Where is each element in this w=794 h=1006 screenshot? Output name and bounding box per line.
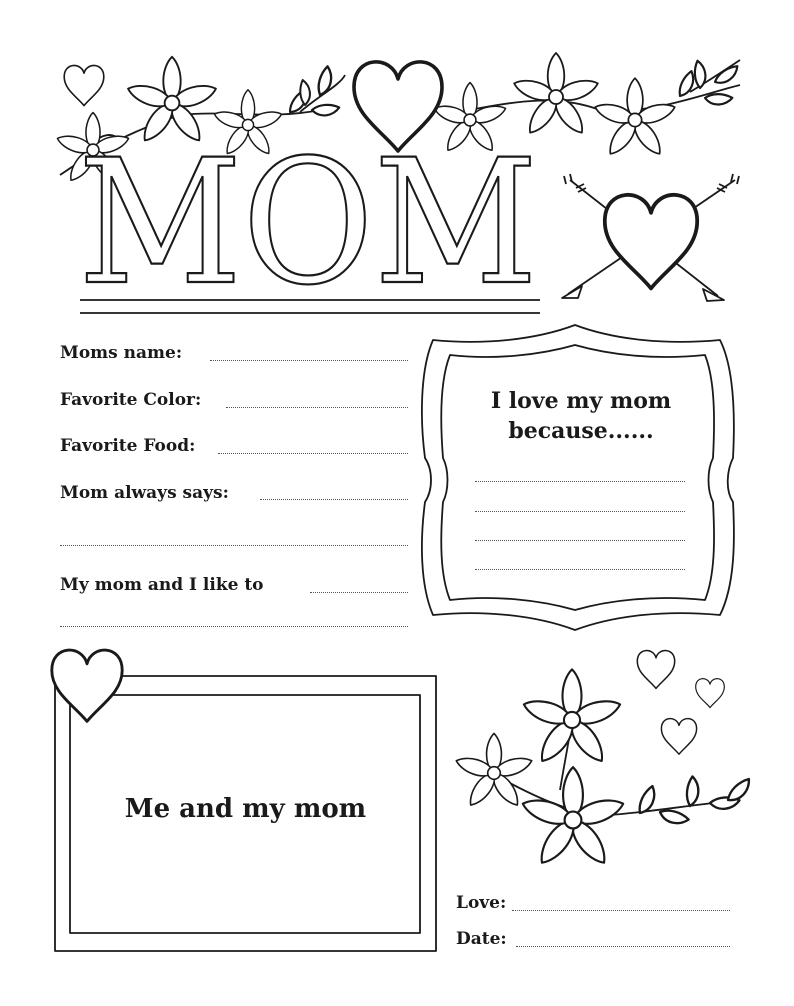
my-mom-and-i-line-2[interactable] <box>60 626 408 627</box>
moms-name-label: Moms name: <box>60 343 183 363</box>
love-frame <box>422 325 734 630</box>
heart-icon <box>64 66 104 106</box>
mom-always-says-line[interactable] <box>260 499 408 500</box>
love-because-line2: because...... <box>508 418 654 444</box>
mom-always-says-label: Mom always says: <box>60 483 229 503</box>
page-title: MOM <box>78 122 538 323</box>
love-because-line[interactable] <box>475 540 685 541</box>
love-label: Love: <box>456 893 507 913</box>
love-because-line[interactable] <box>475 481 685 482</box>
heart-icon <box>661 719 696 755</box>
favorite-color-label: Favorite Color: <box>60 390 202 410</box>
favorite-food-label: Favorite Food: <box>60 436 196 456</box>
favorite-color-line[interactable] <box>226 407 408 408</box>
love-because-line[interactable] <box>475 511 685 512</box>
date-line[interactable] <box>516 946 730 947</box>
love-because-line[interactable] <box>475 569 685 570</box>
arrow-heart-icon <box>562 174 739 301</box>
photo-caption: Me and my mom <box>124 794 367 824</box>
date-label: Date: <box>456 929 507 949</box>
my-mom-and-i-line[interactable] <box>310 592 408 593</box>
mom-always-says-line-2[interactable] <box>60 545 408 546</box>
my-mom-and-i-label: My mom and I like to <box>60 575 264 595</box>
favorite-food-line[interactable] <box>218 453 408 454</box>
heart-icon <box>637 651 674 689</box>
heart-icon <box>696 679 725 708</box>
moms-name-line[interactable] <box>210 360 408 361</box>
love-because-line1: I love my mom <box>490 388 672 414</box>
love-signature-line[interactable] <box>512 910 730 911</box>
